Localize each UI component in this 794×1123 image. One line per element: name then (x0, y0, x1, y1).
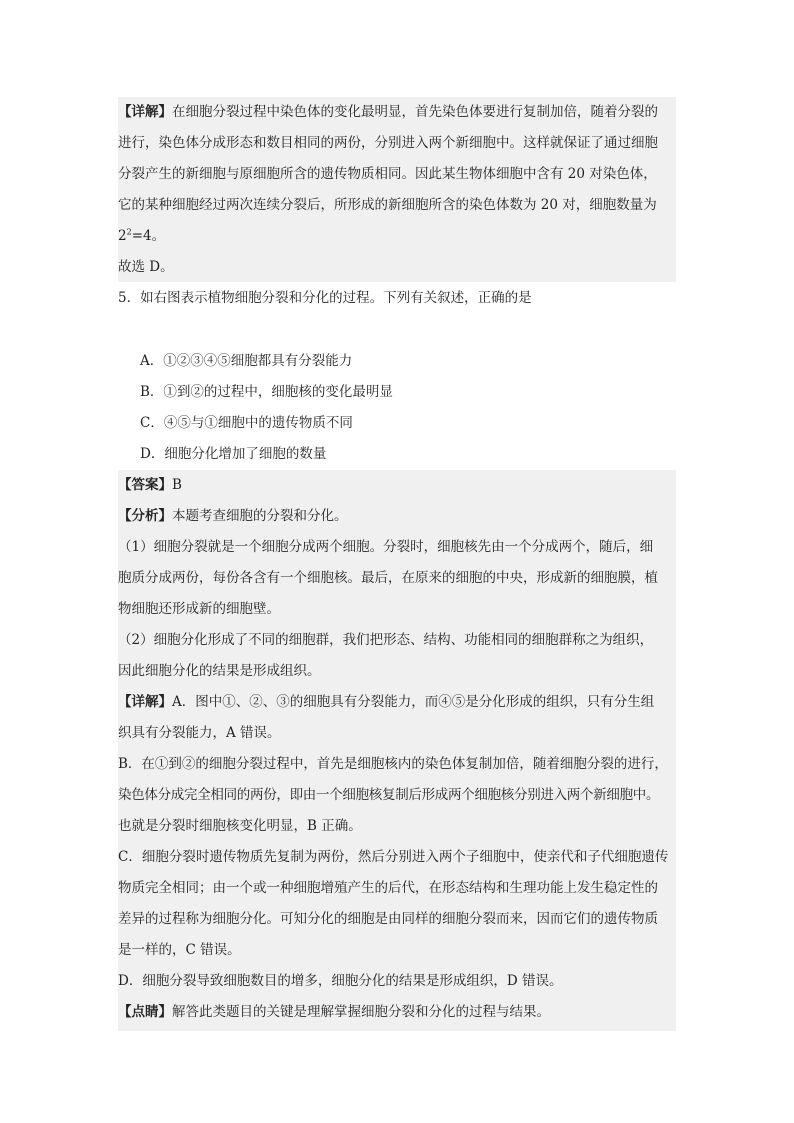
detail-c-line-1: C．细胞分裂时遗传物质先复制为两份，然后分别进入两个子细胞中，使亲代和子代细胞遗传 (118, 849, 669, 865)
detail-c-line-4: 是一样的，C 错误。 (118, 942, 241, 958)
analysis-p2-line-1: （2）细胞分化形成了不同的细胞群，我们把形态、结构、功能相同的细胞群称之为组织， (118, 632, 654, 648)
answer-line (118, 470, 676, 501)
analysis-label: 【分析】 (118, 508, 172, 524)
detail-b-line-3: 也就是分裂时细胞核变化明显，B 正确。 (118, 818, 362, 834)
comment-label: 【点睛】 (118, 1004, 172, 1020)
detail-b-line-2: 染色体分成完全相同的两份，即由一个细胞核复制后形成两个细胞核分别进入两个新细胞中。 (118, 787, 660, 803)
detail-d-line: D．细胞分裂导致细胞数目的增多，细胞分化的结果是形成组织，D 错误。 (118, 973, 563, 989)
q4-line-1: 【详解】在细胞分裂过程中染色体的变化最明显，首先染色体要进行复制加倍，随着分裂的 (118, 104, 658, 120)
analysis-p1-line-2: 胞质分成两份，每份各含有一个细胞核。最后，在原来的细胞的中央，形成新的细胞膜，植 (118, 570, 658, 586)
option-d: D．细胞分化增加了细胞的数量 (140, 446, 327, 462)
detail-c-line-2: 物质完全相同；由一个或一种细胞增殖产生的后代，在形态结构和生理功能上发生稳定性的 (118, 880, 658, 896)
q4-line-4: 它的某种细胞经过两次连续分裂后，所形成的新细胞所含的染色体数为 20 对，细胞数量为 (118, 197, 657, 213)
question-5-stem: 5．如右图表示植物细胞分裂和分化的过程。下列有关叙述，正确的是 (118, 290, 532, 306)
comment-line: 【点睛】解答此类题目的关键是理解掌握细胞分裂和分化的过程与结果。 (118, 1004, 550, 1020)
detail-label: 【详解】 (118, 694, 172, 710)
analysis-p1-line-3: 物细胞还形成新的细胞壁。 (118, 601, 280, 617)
q4-formula: $2^2=4$。 (118, 227, 166, 244)
detail-a-line-2: 织具有分裂能力，A 错误。 (118, 725, 281, 741)
q4-explain-label: 【详解】 (118, 104, 172, 120)
question-5-options (118, 346, 718, 470)
q4-choice: 故选 D。 (118, 259, 174, 275)
q5-solution (118, 470, 676, 1031)
analysis-intro-line: 【分析】本题考查细胞的分裂和分化。 (118, 508, 348, 524)
answer-value: B (172, 477, 182, 493)
question-5 (118, 283, 718, 314)
option-c: C．④⑤与①细胞中的遗传物质不同 (140, 415, 353, 431)
analysis-p1-line-1: （1）细胞分裂就是一个细胞分成两个细胞。分裂时，细胞核先由一个分成两个，随后，细 (118, 539, 654, 555)
answer-label: 【答案】 (118, 477, 172, 493)
q4-line-2: 进行，染色体分成形态和数目相同的两份，分别进入两个新细胞中。这样就保证了通过细胞 (118, 135, 658, 151)
q4-explanation (118, 97, 676, 282)
detail-a-line-1: 【详解】A．图中①、②、③的细胞具有分裂能力，而④⑤是分化形成的组织，只有分生组 (118, 694, 655, 710)
q4-line-3: 分裂产生的新细胞与原细胞所含的遗传物质相同。因此某生物体细胞中含有 20 对染色体， (118, 166, 657, 182)
analysis-p2-line-2: 因此细胞分化的结果是形成组织。 (118, 663, 321, 679)
detail-b-line-1: B．在①到②的细胞分裂过程中，首先是细胞核内的染色体复制加倍，随着细胞分裂的进行， (118, 756, 668, 772)
option-b: B．①到②的过程中，细胞核的变化最明显 (140, 384, 393, 400)
detail-c-line-3: 差异的过程称为细胞分化。可知分化的细胞是由同样的细胞分裂而来，因而它们的遗传物质 (118, 911, 658, 927)
option-a: A．①②③④⑤细胞都具有分裂能力 (140, 353, 353, 369)
